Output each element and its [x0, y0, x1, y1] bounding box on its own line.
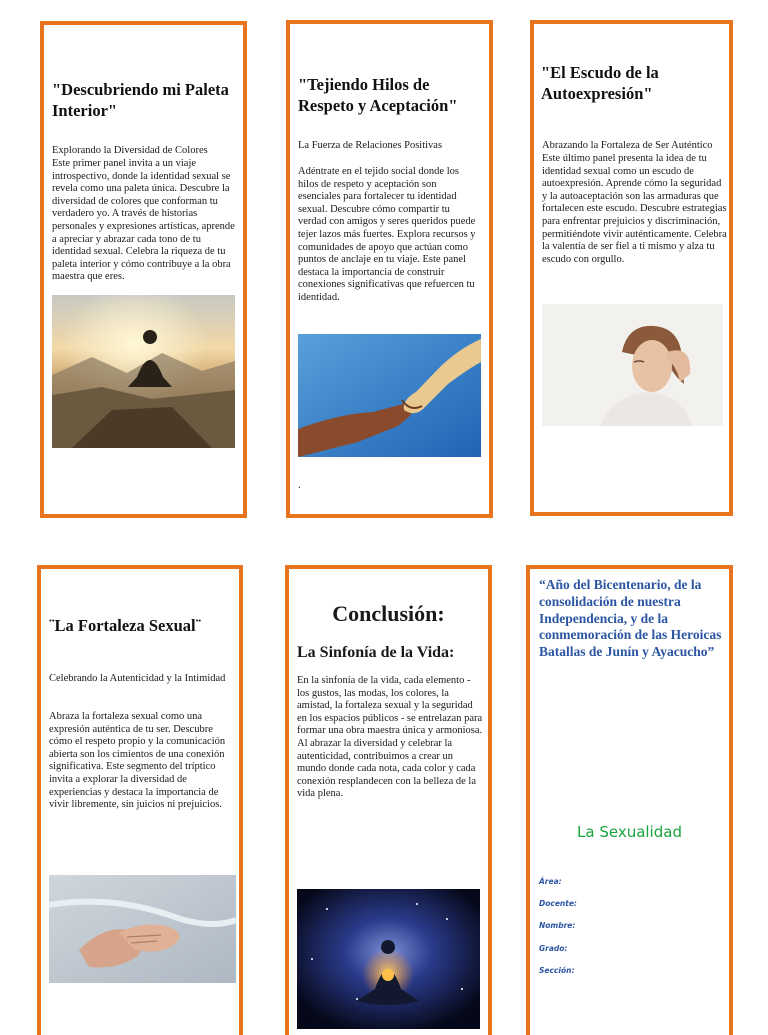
conclusion-heading: Conclusión: — [332, 601, 445, 626]
intertwined-hands-image — [49, 875, 236, 983]
panel-title: "Tejiendo Hilos de Respeto y Aceptación" — [298, 75, 458, 115]
panel-body: En la sinfonía de la vida, cada elemento - los gustos, las modas, los colores, la amistad, la fortaleza sexual y la seguridad en los espacios públicos - se entrelazan para formar una obra maestra única y armoniosa. Al abrazar la diversidad y celebrar la autenticidad, contribuimos a crear un mundo donde cada nota, cada color y cada conexión resplandecen con la belleza de la vida plena. — [297, 675, 483, 800]
panel-tejiendo — [286, 20, 493, 518]
panel-fortaleza — [37, 565, 243, 1035]
panel-title: ¨La Fortaleza Sexual¨ — [49, 616, 202, 635]
panel-body: Abraza la fortaleza sexual como una expresión auténtica de tu ser. Descubre cómo el respeto propio y la comunicación abierta son los cimientos de una conexión significativa. Este segmento del tríptico invita a explorar la diversidad de experiencias y destaca la importancia de vivir libremente, sin juicios ni prejuicios. — [49, 711, 226, 811]
pensive-woman-image — [542, 304, 723, 426]
panel-escudo — [530, 20, 733, 516]
panel-subtitle: La Fuerza de Relaciones Positivas — [298, 140, 443, 151]
panel-descubriendo — [40, 21, 247, 518]
panel-body: Este primer panel invita a un viaje introspectivo, donde la identidad sexual se revela como una paleta única. Descubre la diversidad de colores que conforman tu verdadero yo. A través de historias personales y expresiones artísticas, aprende a apreciar y abrazar cada tono de tu identidad sexual. Celebra la riqueza de tu paleta interior y cómo contribuye a la obra maestra que eres. — [52, 158, 235, 283]
panel-title: La Sinfonía de la Vida: — [297, 644, 455, 661]
panel-subtitle: Celebrando la Autenticidad y la Intimidad — [49, 673, 226, 684]
topic-title: La Sexualidad — [577, 823, 682, 841]
panel-body: Este último panel presenta la idea de tu identidad sexual como un escudo de autoexpresión. Aprende cómo la seguridad y la autoaceptación son las armaduras que fortalecen este escudo. Descubre estrategias para enfrentar prejuicios y discriminación, permitiéndote vivir auténticamente. Celebra la valentía de ser fiel a ti mismo y alza tu escudo con orgullo. — [542, 153, 727, 265]
panel-subtitle: Explorando la Diversidad de Colores — [52, 145, 208, 156]
panel-title: "El Escudo de la Autoexpresión" — [541, 63, 659, 103]
holding-hands-image — [298, 334, 481, 457]
panel-cover — [526, 565, 733, 1035]
bicentenario-motto: “Año del Bicentenario, de la consolidación de nuestra Independencia, y de la conmemoración de las Heroicas Batallas de Junín y Ayacucho” — [539, 577, 722, 660]
panel-title: "Descubriendo mi Paleta Interior" — [52, 80, 229, 120]
field-area: Área: — [539, 877, 562, 886]
meditation-mountain-image — [52, 295, 235, 448]
cosmic-meditation-image — [297, 889, 480, 1029]
field-grado: Grado: — [539, 944, 568, 953]
panel-body: Adéntrate en el tejido social donde los hilos de respeto y aceptación son esenciales para fortalecer tu identidad sexual. Descubre cómo compartir tu verdad con amigos y seres queridos puede tejer lazos más fuertes. Explora recursos y comunidades de apoyo que actúan como puntos de anclaje en tu viaje. Este panel destaca la importancia de construir conexiones significativas que refuercen tu identidad. — [298, 166, 476, 303]
field-docente: Docente: — [539, 899, 577, 908]
panel-footnote: . — [298, 480, 301, 491]
field-nombre: Nombre: — [539, 921, 576, 930]
panel-conclusion — [285, 565, 492, 1035]
panel-subtitle: Abrazando la Fortaleza de Ser Auténtico — [542, 140, 713, 151]
field-seccion: Sección: — [539, 966, 575, 975]
